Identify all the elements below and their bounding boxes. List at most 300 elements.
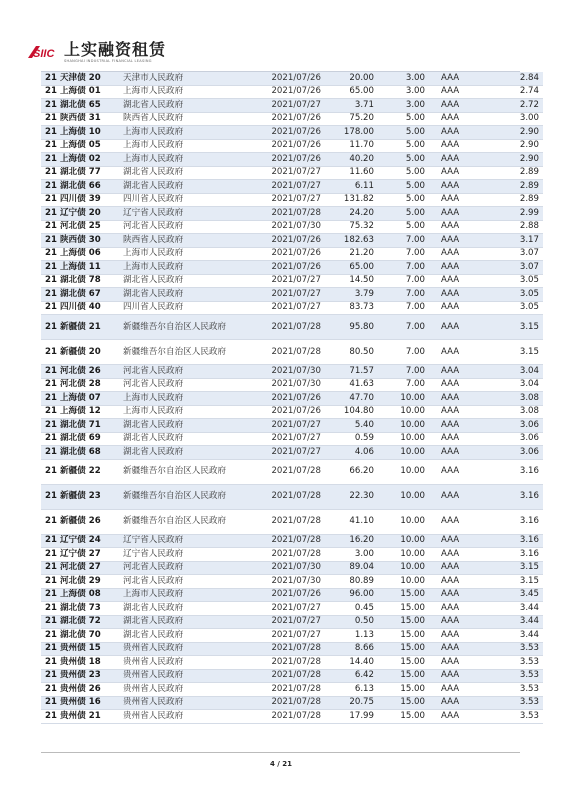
yield-cell: 3.00 (496, 112, 543, 126)
issue-date-cell: 2021/07/28 (252, 207, 327, 221)
issue-date-cell: 2021/07/26 (252, 112, 327, 126)
amount-cell: 5.40 (327, 419, 378, 433)
table-row (41, 378, 543, 392)
table-row (41, 575, 543, 589)
issuer-cell: 贵州省人民政府 (120, 656, 252, 670)
bond-name-cell: 21 贵州债 23 (41, 669, 120, 683)
issue-date-cell: 2021/07/30 (252, 575, 327, 589)
bond-name-cell: 21 上海债 05 (41, 139, 120, 153)
bond-name-cell: 21 新疆债 23 (41, 484, 120, 509)
rating-cell: AAA (429, 588, 496, 602)
bond-name-cell: 21 湖北债 66 (41, 180, 120, 194)
term-cell: 5.00 (378, 193, 429, 207)
amount-cell: 0.45 (327, 602, 378, 616)
amount-cell: 8.66 (327, 642, 378, 656)
issue-date-cell: 2021/07/27 (252, 288, 327, 302)
table-row (41, 642, 543, 656)
term-cell: 7.00 (378, 234, 429, 248)
amount-cell: 11.60 (327, 166, 378, 180)
page-number: 4 / 21 (269, 760, 293, 768)
amount-cell: 6.11 (327, 180, 378, 194)
table-row (41, 588, 543, 602)
amount-cell: 89.04 (327, 561, 378, 575)
yield-cell: 3.07 (496, 247, 543, 261)
rating-cell: AAA (429, 656, 496, 670)
issuer-cell: 新疆维吾尔自治区人民政府 (120, 459, 252, 484)
page-header (26, 38, 166, 66)
table-row (41, 261, 543, 275)
amount-cell: 178.00 (327, 126, 378, 140)
yield-cell: 3.07 (496, 261, 543, 275)
term-cell: 10.00 (378, 509, 429, 534)
rating-cell: AAA (429, 139, 496, 153)
amount-cell: 1.13 (327, 629, 378, 643)
rating-cell: AAA (429, 459, 496, 484)
bond-name-cell: 21 湖北债 72 (41, 615, 120, 629)
bond-name-cell: 21 辽宁债 27 (41, 548, 120, 562)
table-row (41, 509, 543, 534)
issue-date-cell: 2021/07/27 (252, 602, 327, 616)
issuer-cell: 湖北省人民政府 (120, 99, 252, 113)
bond-name-cell: 21 湖北债 67 (41, 288, 120, 302)
yield-cell: 2.90 (496, 153, 543, 167)
amount-cell: 0.59 (327, 432, 378, 446)
table-row (41, 220, 543, 234)
amount-cell: 95.80 (327, 315, 378, 340)
term-cell: 15.00 (378, 588, 429, 602)
issue-date-cell: 2021/07/27 (252, 629, 327, 643)
issuer-cell: 河北省人民政府 (120, 575, 252, 589)
yield-cell: 3.06 (496, 446, 543, 460)
issuer-cell: 贵州省人民政府 (120, 710, 252, 724)
issue-date-cell: 2021/07/27 (252, 274, 327, 288)
rating-cell: AAA (429, 615, 496, 629)
rating-cell: AAA (429, 247, 496, 261)
table-row (41, 207, 543, 221)
rating-cell: AAA (429, 112, 496, 126)
issuer-cell: 贵州省人民政府 (120, 696, 252, 710)
table-row (41, 405, 543, 419)
issuer-cell: 上海市人民政府 (120, 153, 252, 167)
rating-cell: AAA (429, 683, 496, 697)
rating-cell: AAA (429, 548, 496, 562)
issue-date-cell: 2021/07/26 (252, 405, 327, 419)
yield-cell: 2.90 (496, 126, 543, 140)
issue-date-cell: 2021/07/26 (252, 588, 327, 602)
rating-cell: AAA (429, 509, 496, 534)
table-row (41, 615, 543, 629)
yield-cell: 2.89 (496, 166, 543, 180)
bond-name-cell: 21 贵州债 18 (41, 656, 120, 670)
issuer-cell: 贵州省人民政府 (120, 669, 252, 683)
table-row (41, 602, 543, 616)
term-cell: 10.00 (378, 484, 429, 509)
issuer-cell: 河北省人民政府 (120, 561, 252, 575)
term-cell: 7.00 (378, 247, 429, 261)
table-row (41, 180, 543, 194)
issue-date-cell: 2021/07/30 (252, 220, 327, 234)
bond-name-cell: 21 湖北债 71 (41, 419, 120, 433)
issuer-cell: 湖北省人民政府 (120, 446, 252, 460)
issue-date-cell: 2021/07/26 (252, 72, 327, 85)
yield-cell: 3.16 (496, 548, 543, 562)
term-cell: 10.00 (378, 432, 429, 446)
yield-cell: 3.15 (496, 340, 543, 365)
rating-cell: AAA (429, 575, 496, 589)
bond-name-cell: 21 上海债 01 (41, 85, 120, 99)
amount-cell: 14.40 (327, 656, 378, 670)
yield-cell: 3.44 (496, 615, 543, 629)
yield-cell: 3.08 (496, 392, 543, 406)
bond-name-cell: 21 上海债 08 (41, 588, 120, 602)
issue-date-cell: 2021/07/26 (252, 153, 327, 167)
table-row (41, 365, 543, 379)
term-cell: 5.00 (378, 126, 429, 140)
term-cell: 10.00 (378, 534, 429, 548)
rating-cell: AAA (429, 315, 496, 340)
issue-date-cell: 2021/07/30 (252, 365, 327, 379)
bond-name-cell: 21 陕西债 30 (41, 234, 120, 248)
table-row (41, 139, 543, 153)
bond-name-cell: 21 新疆债 20 (41, 340, 120, 365)
term-cell: 10.00 (378, 548, 429, 562)
issue-date-cell: 2021/07/26 (252, 234, 327, 248)
issue-date-cell: 2021/07/28 (252, 509, 327, 534)
amount-cell: 3.00 (327, 548, 378, 562)
yield-cell: 2.74 (496, 85, 543, 99)
issuer-cell: 陕西省人民政府 (120, 112, 252, 126)
term-cell: 7.00 (378, 261, 429, 275)
term-cell: 15.00 (378, 696, 429, 710)
bond-name-cell: 21 贵州债 16 (41, 696, 120, 710)
yield-cell: 3.53 (496, 642, 543, 656)
term-cell: 15.00 (378, 629, 429, 643)
bond-name-cell: 21 湖北债 70 (41, 629, 120, 643)
amount-cell: 20.00 (327, 72, 378, 85)
rating-cell: AAA (429, 207, 496, 221)
yield-cell: 3.45 (496, 588, 543, 602)
rating-cell: AAA (429, 446, 496, 460)
bond-name-cell: 21 上海债 02 (41, 153, 120, 167)
issue-date-cell: 2021/07/26 (252, 261, 327, 275)
yield-cell: 3.44 (496, 629, 543, 643)
bond-name-cell: 21 湖北债 73 (41, 602, 120, 616)
table-row (41, 629, 543, 643)
bond-name-cell: 21 湖北债 78 (41, 274, 120, 288)
issuer-cell: 上海市人民政府 (120, 588, 252, 602)
table-row (41, 459, 543, 484)
issuer-cell: 上海市人民政府 (120, 392, 252, 406)
term-cell: 7.00 (378, 378, 429, 392)
amount-cell: 3.71 (327, 99, 378, 113)
term-cell: 3.00 (378, 85, 429, 99)
rating-cell: AAA (429, 669, 496, 683)
term-cell: 5.00 (378, 139, 429, 153)
bond-name-cell: 21 湖北债 65 (41, 99, 120, 113)
bond-name-cell: 21 新疆债 22 (41, 459, 120, 484)
yield-cell: 3.06 (496, 419, 543, 433)
yield-cell: 3.53 (496, 696, 543, 710)
bond-name-cell: 21 辽宁债 20 (41, 207, 120, 221)
yield-cell: 3.15 (496, 315, 543, 340)
yield-cell: 2.99 (496, 207, 543, 221)
issuer-cell: 湖北省人民政府 (120, 432, 252, 446)
yield-cell: 3.16 (496, 534, 543, 548)
yield-cell: 3.05 (496, 274, 543, 288)
brand-name: 上实融资租赁 (64, 39, 167, 59)
yield-cell: 3.08 (496, 405, 543, 419)
rating-cell: AAA (429, 696, 496, 710)
amount-cell: 71.57 (327, 365, 378, 379)
issue-date-cell: 2021/07/28 (252, 683, 327, 697)
bond-name-cell: 21 湖北债 68 (41, 446, 120, 460)
rating-cell: AAA (429, 288, 496, 302)
issue-date-cell: 2021/07/28 (252, 340, 327, 365)
svg-text:SIIC: SIIC (33, 48, 55, 60)
issue-date-cell: 2021/07/27 (252, 99, 327, 113)
rating-cell: AAA (429, 534, 496, 548)
bond-issuance-table (41, 72, 543, 724)
table-row (41, 534, 543, 548)
issue-date-cell: 2021/07/27 (252, 193, 327, 207)
issuer-cell: 湖北省人民政府 (120, 288, 252, 302)
term-cell: 7.00 (378, 274, 429, 288)
issuer-cell: 湖北省人民政府 (120, 180, 252, 194)
yield-cell: 3.44 (496, 602, 543, 616)
amount-cell: 75.20 (327, 112, 378, 126)
issue-date-cell: 2021/07/28 (252, 484, 327, 509)
rating-cell: AAA (429, 405, 496, 419)
rating-cell: AAA (429, 642, 496, 656)
amount-cell: 66.20 (327, 459, 378, 484)
issue-date-cell: 2021/07/27 (252, 615, 327, 629)
table-row (41, 72, 543, 85)
yield-cell: 2.89 (496, 180, 543, 194)
amount-cell: 80.50 (327, 340, 378, 365)
table-row (41, 419, 543, 433)
table-row (41, 126, 543, 140)
rating-cell: AAA (429, 301, 496, 315)
table-row (41, 710, 543, 724)
amount-cell: 16.20 (327, 534, 378, 548)
yield-cell: 2.89 (496, 193, 543, 207)
term-cell: 15.00 (378, 669, 429, 683)
term-cell: 5.00 (378, 180, 429, 194)
amount-cell: 0.50 (327, 615, 378, 629)
brand-name-english: SHANGHAI INDUSTRIAL FINANCIAL LEASING (64, 58, 152, 63)
rating-cell: AAA (429, 392, 496, 406)
bond-name-cell: 21 贵州债 26 (41, 683, 120, 697)
term-cell: 15.00 (378, 656, 429, 670)
issue-date-cell: 2021/07/30 (252, 561, 327, 575)
term-cell: 3.00 (378, 99, 429, 113)
issuer-cell: 湖北省人民政府 (120, 274, 252, 288)
term-cell: 15.00 (378, 602, 429, 616)
issue-date-cell: 2021/07/26 (252, 247, 327, 261)
issuer-cell: 新疆维吾尔自治区人民政府 (120, 315, 252, 340)
rating-cell: AAA (429, 629, 496, 643)
amount-cell: 21.20 (327, 247, 378, 261)
issue-date-cell: 2021/07/26 (252, 126, 327, 140)
bond-name-cell: 21 湖北债 69 (41, 432, 120, 446)
amount-cell: 22.30 (327, 484, 378, 509)
bond-name-cell: 21 河北债 28 (41, 378, 120, 392)
table-row (41, 112, 543, 126)
yield-cell: 2.90 (496, 139, 543, 153)
issue-date-cell: 2021/07/28 (252, 548, 327, 562)
issuer-cell: 贵州省人民政府 (120, 683, 252, 697)
yield-cell: 3.04 (496, 378, 543, 392)
yield-cell: 3.16 (496, 459, 543, 484)
issuer-cell: 贵州省人民政府 (120, 642, 252, 656)
table-row (41, 301, 543, 315)
bond-name-cell: 21 河北债 26 (41, 365, 120, 379)
table-row (41, 561, 543, 575)
yield-cell: 3.17 (496, 234, 543, 248)
amount-cell: 65.00 (327, 261, 378, 275)
bond-name-cell: 21 四川债 39 (41, 193, 120, 207)
bond-name-cell: 21 湖北债 77 (41, 166, 120, 180)
table-row (41, 484, 543, 509)
term-cell: 15.00 (378, 683, 429, 697)
yield-cell: 3.15 (496, 561, 543, 575)
bond-name-cell: 21 贵州债 15 (41, 642, 120, 656)
table-row (41, 392, 543, 406)
issuer-cell: 上海市人民政府 (120, 139, 252, 153)
table-row (41, 548, 543, 562)
rating-cell: AAA (429, 340, 496, 365)
bond-name-cell: 21 四川债 40 (41, 301, 120, 315)
term-cell: 7.00 (378, 365, 429, 379)
issue-date-cell: 2021/07/27 (252, 180, 327, 194)
amount-cell: 47.70 (327, 392, 378, 406)
yield-cell: 3.53 (496, 710, 543, 724)
term-cell: 10.00 (378, 392, 429, 406)
term-cell: 10.00 (378, 459, 429, 484)
table-row (41, 166, 543, 180)
issuer-cell: 上海市人民政府 (120, 261, 252, 275)
table-row (41, 340, 543, 365)
issuer-cell: 上海市人民政府 (120, 85, 252, 99)
bond-table-body (41, 72, 543, 723)
issue-date-cell: 2021/07/27 (252, 419, 327, 433)
yield-cell: 2.72 (496, 99, 543, 113)
issuer-cell: 湖北省人民政府 (120, 419, 252, 433)
amount-cell: 40.20 (327, 153, 378, 167)
term-cell: 10.00 (378, 419, 429, 433)
yield-cell: 3.16 (496, 509, 543, 534)
table-row (41, 696, 543, 710)
term-cell: 5.00 (378, 153, 429, 167)
term-cell: 5.00 (378, 112, 429, 126)
table-row (41, 85, 543, 99)
bond-name-cell: 21 河北债 29 (41, 575, 120, 589)
rating-cell: AAA (429, 85, 496, 99)
yield-cell: 3.04 (496, 365, 543, 379)
issuer-cell: 辽宁省人民政府 (120, 207, 252, 221)
rating-cell: AAA (429, 72, 496, 85)
rating-cell: AAA (429, 153, 496, 167)
rating-cell: AAA (429, 419, 496, 433)
issuer-cell: 辽宁省人民政府 (120, 534, 252, 548)
amount-cell: 75.32 (327, 220, 378, 234)
amount-cell: 80.89 (327, 575, 378, 589)
amount-cell: 65.00 (327, 85, 378, 99)
yield-cell: 3.53 (496, 656, 543, 670)
issue-date-cell: 2021/07/30 (252, 378, 327, 392)
table-row (41, 288, 543, 302)
amount-cell: 104.80 (327, 405, 378, 419)
table-row (41, 153, 543, 167)
amount-cell: 3.79 (327, 288, 378, 302)
rating-cell: AAA (429, 710, 496, 724)
bond-name-cell: 21 河北债 27 (41, 561, 120, 575)
term-cell: 15.00 (378, 615, 429, 629)
yield-cell: 3.53 (496, 669, 543, 683)
footer-rule (41, 752, 520, 753)
amount-cell: 131.82 (327, 193, 378, 207)
term-cell: 7.00 (378, 301, 429, 315)
table-row (41, 315, 543, 340)
issuer-cell: 湖北省人民政府 (120, 602, 252, 616)
issue-date-cell: 2021/07/28 (252, 534, 327, 548)
rating-cell: AAA (429, 193, 496, 207)
rating-cell: AAA (429, 126, 496, 140)
issue-date-cell: 2021/07/28 (252, 696, 327, 710)
table-row (41, 669, 543, 683)
rating-cell: AAA (429, 602, 496, 616)
rating-cell: AAA (429, 484, 496, 509)
bond-name-cell: 21 上海债 11 (41, 261, 120, 275)
rating-cell: AAA (429, 432, 496, 446)
issuer-cell: 上海市人民政府 (120, 126, 252, 140)
yield-cell: 2.84 (496, 72, 543, 85)
table-row (41, 274, 543, 288)
rating-cell: AAA (429, 365, 496, 379)
amount-cell: 182.63 (327, 234, 378, 248)
term-cell: 3.00 (378, 72, 429, 85)
table-row (41, 446, 543, 460)
amount-cell: 14.50 (327, 274, 378, 288)
issue-date-cell: 2021/07/27 (252, 166, 327, 180)
term-cell: 15.00 (378, 710, 429, 724)
term-cell: 7.00 (378, 340, 429, 365)
yield-cell: 3.06 (496, 432, 543, 446)
bond-name-cell: 21 上海债 07 (41, 392, 120, 406)
amount-cell: 4.06 (327, 446, 378, 460)
bond-name-cell: 21 天津债 20 (41, 72, 120, 85)
term-cell: 5.00 (378, 166, 429, 180)
bond-table-container (41, 72, 539, 724)
issue-date-cell: 2021/07/26 (252, 392, 327, 406)
issuer-cell: 四川省人民政府 (120, 301, 252, 315)
issuer-cell: 湖北省人民政府 (120, 615, 252, 629)
bond-name-cell: 21 河北债 25 (41, 220, 120, 234)
term-cell: 10.00 (378, 575, 429, 589)
issuer-cell: 新疆维吾尔自治区人民政府 (120, 484, 252, 509)
table-row (41, 234, 543, 248)
amount-cell: 24.20 (327, 207, 378, 221)
issuer-cell: 河北省人民政府 (120, 365, 252, 379)
issuer-cell: 四川省人民政府 (120, 193, 252, 207)
issuer-cell: 河北省人民政府 (120, 220, 252, 234)
bond-name-cell: 21 陕西债 31 (41, 112, 120, 126)
term-cell: 10.00 (378, 446, 429, 460)
term-cell: 15.00 (378, 642, 429, 656)
amount-cell: 41.63 (327, 378, 378, 392)
siic-logo-icon (26, 43, 60, 61)
rating-cell: AAA (429, 561, 496, 575)
